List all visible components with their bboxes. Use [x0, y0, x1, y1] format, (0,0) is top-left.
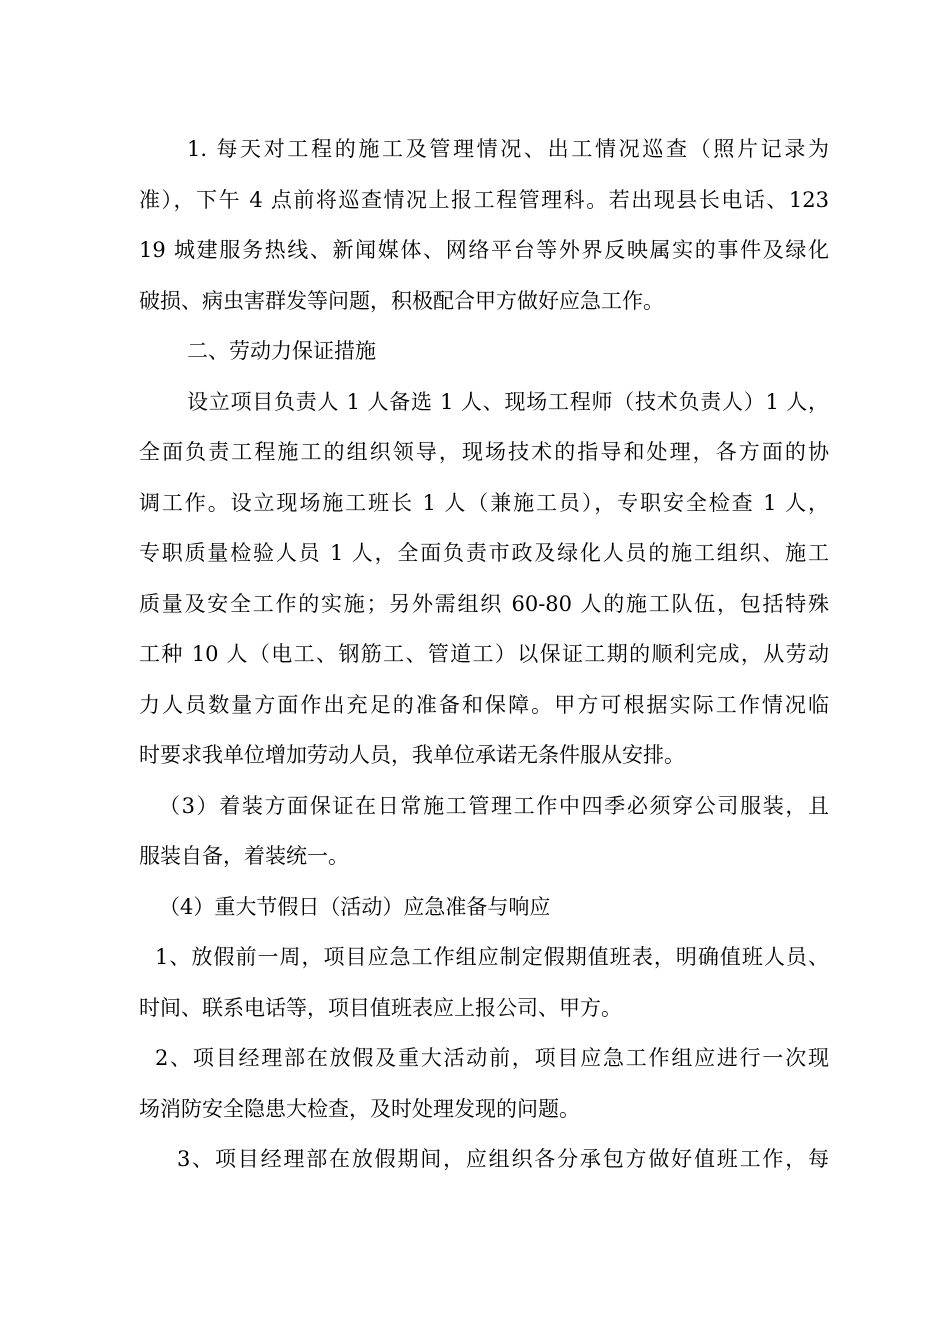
- p3-line-4: 专职质量检验人员 1 人，全面负责市政及绿化人员的施工组织、施工: [139, 541, 829, 565]
- p3-line-2: 全面负责工程施工的组织领导，现场技术的指导和处理，各方面的协: [139, 440, 829, 464]
- p4-line-2: 服装自备，着装统一。: [139, 844, 349, 868]
- p3-line-7: 力人员数量方面作出充足的准备和保障。甲方可根据实际工作情况临: [139, 692, 829, 717]
- p3-line-5: 质量及安全工作的实施；另外需组织 60-80 人的施工队伍，包括特殊: [139, 591, 829, 616]
- p3-line-3: 调工作。设立现场施工班长 1 人（兼施工员），专职安全检查 1 人，: [139, 490, 829, 515]
- p3-line-8: 时要求我单位增加劳动人员，我单位承诺无条件服从安排。: [139, 743, 685, 767]
- p4-line-1: （3）着装方面保证在日常施工管理工作中四季必须穿公司服装，且: [159, 793, 829, 818]
- p8-line-1: 3、项目经理部在放假期间，应组织各分承包方做好值班工作，每: [177, 1147, 829, 1171]
- p6-line-2: 时间、联系电话等，项目值班表应上报公司、甲方。: [139, 995, 622, 1020]
- document-body: [139, 124, 829, 1185]
- p6-line-1: 1、放假前一周，项目应急工作组应制定假期值班表，明确值班人员、: [155, 945, 829, 969]
- section-heading: 二、劳动力保证措施: [187, 339, 376, 363]
- p3-line-6: 工种 10 人（电工、钢筋工、管道工）以保证工期的顺利完成，从劳动: [139, 642, 829, 666]
- p1-line-4: 破损、病虫害群发等问题，积极配合甲方做好应急工作。: [139, 288, 664, 313]
- p7-line-1: 2、项目经理部在放假及重大活动前，项目应急工作组应进行一次现: [155, 1046, 829, 1070]
- p7-line-2: 场消防安全隐患大检查，及时处理发现的问题。: [139, 1096, 580, 1121]
- p1-line-1: 1. 每天对工程的施工及管理情况、出工情况巡查（照片记录为: [187, 137, 829, 161]
- p3-line-1: 设立项目负责人 1 人备选 1 人、现场工程师（技术负责人）1 人，: [187, 389, 829, 414]
- p1-line-3: 19 城建服务热线、新闻媒体、网络平台等外界反映属实的事件及绿化: [139, 238, 829, 262]
- p5-heading: （4）重大节假日（活动）应急准备与响应: [159, 894, 551, 919]
- p1-line-2: 准），下午 4 点前将巡查情况上报工程管理科。若出现县长电话、123: [139, 187, 829, 212]
